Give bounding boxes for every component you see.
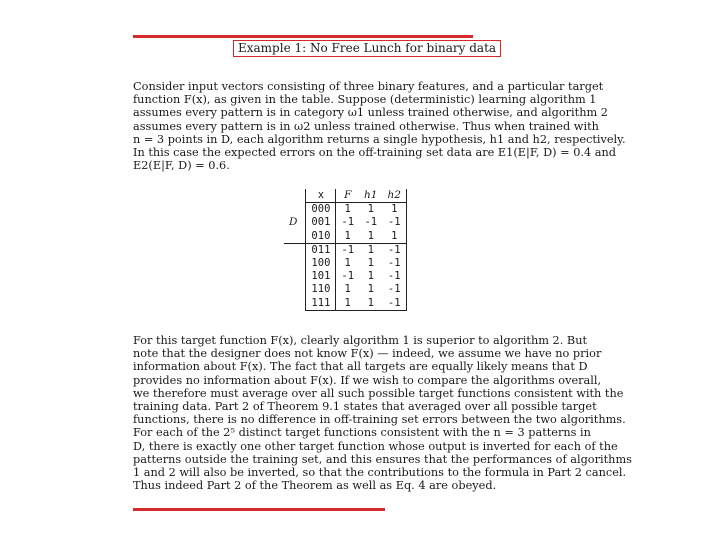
discussion-line: provides no information about F(x). If we wish to compare the algorithms overall, [133, 373, 602, 387]
table-cell: 100 [306, 257, 336, 270]
table-cell: 111 [306, 297, 336, 311]
table-row [284, 243, 406, 257]
bottom-rule [133, 508, 385, 511]
table-cell: 1 [383, 230, 407, 244]
header-f: F [336, 189, 359, 203]
intro-line: n = 3 points in D, each algorithm returns a single hypothesis, h1 and h2, respectively. [133, 132, 626, 146]
intro-line: Consider input vectors consisting of three binary features, and a particular target [133, 80, 604, 93]
header-h2: h2 [383, 189, 407, 203]
top-rule [133, 35, 473, 38]
table-cell: -1 [383, 243, 407, 257]
discussion-line: information about F(x). The fact that all targets are equally likely means that D [133, 360, 588, 374]
table-row [284, 216, 406, 229]
example-title: Example 1: No Free Lunch for binary data [233, 40, 501, 57]
table-cell: -1 [336, 270, 359, 283]
discussion-line: we therefore must average over all such possible target functions consistent with the [133, 386, 624, 400]
table-header-row [284, 189, 406, 203]
table-cell: -1 [383, 257, 407, 270]
discussion-line: patterns outside the training set, and this ensures that the performances of algorithms [133, 452, 632, 466]
table-cell: 1 [336, 297, 359, 311]
table-cell: 000 [306, 203, 336, 217]
discussion-line: D, there is exactly one other target function whose output is inverted for each of the [133, 439, 618, 453]
table-cell: 010 [306, 230, 336, 244]
table-cell: 1 [367, 283, 374, 296]
discussion-line: training data. Part 2 of Theorem 9.1 states that averaged over all possible target [133, 400, 597, 414]
table-row [284, 230, 406, 244]
intro-line: assumes every pattern is in category ω1 unless trained otherwise, and algorithm 2 [133, 106, 608, 120]
table-cell: -1 [364, 216, 378, 229]
table-cell: 1 [359, 297, 382, 311]
header-x: x [306, 189, 336, 203]
discussion-line: For each of the 2⁵ distinct target functions consistent with the n = 3 patterns in [133, 426, 591, 440]
discussion-line: functions, there is no difference in off-training set errors between the two algorithms. [133, 413, 626, 427]
table-cell: 101 [306, 270, 336, 283]
table-row [284, 257, 406, 270]
table-cell: 1 [359, 230, 382, 244]
table-cell: 001 [306, 216, 336, 229]
table-cell: 1 [336, 257, 359, 270]
table-cell: 1 [367, 270, 374, 283]
header-h1: h1 [359, 189, 382, 203]
table-cell: 1 [336, 203, 359, 217]
discussion-line: note that the designer does not know F(x) — indeed, we assume we have no prior [133, 347, 602, 361]
table-cell: 1 [367, 257, 374, 270]
discussion-line: Thus indeed Part 2 of the Theorem as well as Eq. 4 are obeyed. [133, 479, 497, 493]
table-cell: -1 [383, 216, 407, 229]
table-row [284, 203, 406, 217]
discussion-line: For this target function F(x), clearly algorithm 1 is superior to algorithm 2. But [133, 334, 588, 347]
truth-table [284, 189, 407, 311]
table-row [284, 297, 406, 311]
table-cell: -1 [383, 297, 407, 311]
table-cell: 1 [336, 230, 359, 244]
intro-line: In this case the expected errors on the off-training set data are E1(E|F, D) = 0.4 and [133, 146, 616, 160]
table-cell: -1 [336, 243, 359, 257]
table-row [284, 270, 406, 283]
table-cell: -1 [336, 216, 359, 229]
intro-line: assumes every pattern is in ω2 unless trained otherwise. Thus when trained with [133, 119, 599, 133]
intro-line: function F(x), as given in the table. Suppose (deterministic) learning algorithm 1 [133, 93, 597, 107]
table-cell: 1 [336, 283, 359, 296]
table-cell: -1 [383, 270, 407, 283]
table-cell: 011 [306, 243, 336, 257]
table-cell: 110 [306, 283, 336, 296]
intro-line: E2(E|F, D) = 0.6. [133, 159, 230, 173]
intro-paragraph [133, 80, 626, 173]
table-cell: 1 [367, 203, 374, 216]
discussion-paragraph [133, 334, 632, 493]
table-row [284, 283, 406, 296]
table-cell: 1 [367, 243, 374, 256]
table-cell: 1 [383, 203, 407, 217]
table-cell: -1 [383, 283, 407, 296]
training-set-label: D [289, 216, 298, 229]
discussion-line: 1 and 2 will also be inverted, so that the contributions to the formula in Part 2 cancel. [133, 466, 627, 480]
